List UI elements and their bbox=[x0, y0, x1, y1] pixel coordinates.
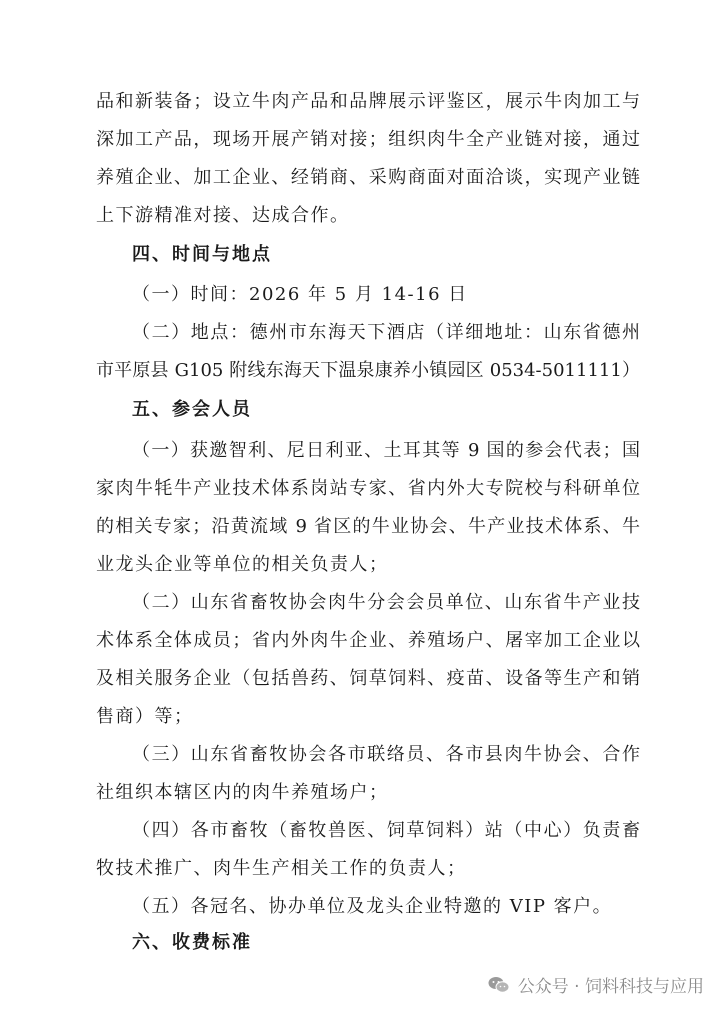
section-heading: 四、时间与地点 bbox=[132, 244, 272, 265]
section-heading: 六、收费标准 bbox=[132, 932, 252, 953]
paragraph-line: （五）各冠名、协办单位及龙头企业特邀的 VIP 客户。 bbox=[132, 896, 613, 917]
paragraph-line: 上下游精准对接、达成合作。 bbox=[96, 205, 350, 226]
paragraph-line: 家肉牛牦牛产业技术体系岗站专家、省内外大专院校与科研单位 bbox=[96, 478, 640, 499]
paragraph-line: 售商）等； bbox=[96, 706, 194, 727]
paragraph-line: 术体系全体成员；省内外肉牛企业、养殖场户、屠宰加工企业以 bbox=[96, 630, 640, 651]
paragraph-line: 的相关专家；沿黄流域 9 省区的牛业协会、牛产业技术体系、牛 bbox=[96, 516, 640, 537]
paragraph-line: 牧技术推广、肉牛生产相关工作的负责人； bbox=[96, 858, 467, 879]
section-heading: 五、参会人员 bbox=[132, 399, 252, 420]
wechat-icon bbox=[488, 976, 510, 994]
paragraph-line: （一）获邀智利、尼日利亚、土耳其等 9 国的参会代表；国 bbox=[132, 440, 640, 461]
paragraph-line: 业龙头企业等单位的相关负责人； bbox=[96, 554, 389, 575]
watermark-text: 公众号 · 饲料科技与应用 bbox=[517, 977, 704, 997]
paragraph-line: 及相关服务企业（包括兽药、饲草饲料、疫苗、设备等生产和销 bbox=[96, 668, 640, 689]
paragraph-line: （三）山东省畜牧协会各市联络员、各市县肉牛协会、合作 bbox=[132, 744, 640, 765]
paragraph-line: （二）地点：德州市东海天下酒店（详细地址：山东省德州 bbox=[132, 322, 640, 343]
paragraph-line: 市平原县 G105 附线东海天下温泉康养小镇园区 0534-5011111） bbox=[96, 360, 640, 381]
paragraph-line: 社组织本辖区内的肉牛养殖场户； bbox=[96, 782, 389, 803]
watermark bbox=[488, 972, 704, 997]
paragraph-line: 深加工产品，现场开展产销对接；组织肉牛全产业链对接，通过 bbox=[96, 129, 640, 150]
paragraph-line: （一）时间：2026 年 5 月 14-16 日 bbox=[132, 284, 468, 305]
paragraph-line: （四）各市畜牧（畜牧兽医、饲草饲料）站（中心）负责畜 bbox=[132, 820, 640, 841]
paragraph-line: 品和新装备；设立牛肉产品和品牌展示评鉴区，展示牛肉加工与 bbox=[96, 91, 640, 112]
paragraph-line: （二）山东省畜牧协会肉牛分会会员单位、山东省牛产业技 bbox=[132, 592, 640, 613]
paragraph-line: 养殖企业、加工企业、经销商、采购商面对面洽谈，实现产业链 bbox=[96, 167, 640, 188]
